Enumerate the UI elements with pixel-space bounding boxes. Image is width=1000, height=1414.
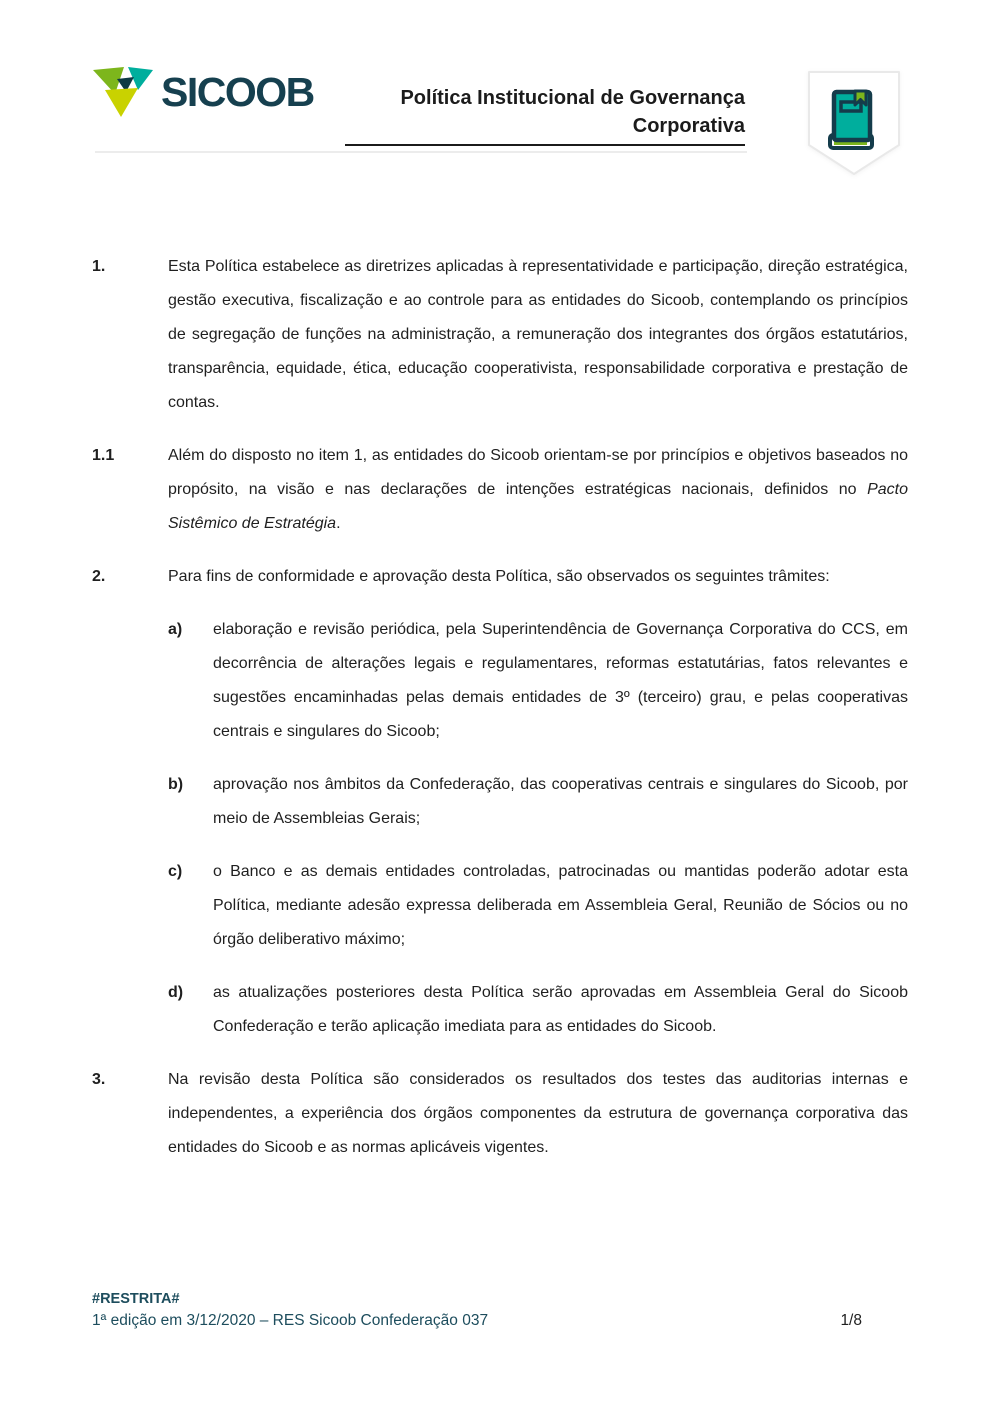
header-badge — [806, 70, 902, 178]
paragraph-number: 1.1 — [92, 447, 115, 464]
paragraph-text: Na revisão desta Política são considerados os resultados dos testes das auditorias internas e independentes, a experiência dos órgãos componentes da estrutura de governança corporativa das entidades do Sicoob e as normas aplicáveis vigentes. — [168, 1071, 908, 1156]
footer-row — [92, 1309, 908, 1332]
paragraph-number: 2. — [92, 568, 106, 585]
page-number: 1/8 — [840, 1312, 862, 1329]
item-letter: c) — [168, 863, 183, 880]
list-item-d — [168, 976, 908, 1044]
sicoob-triangles-icon — [92, 66, 154, 118]
item-letter: d) — [168, 984, 184, 1001]
header-divider — [95, 151, 747, 153]
paragraph-number: 3. — [92, 1071, 106, 1088]
italic-term: Pacto Sistêmico de Estratégia — [168, 481, 908, 532]
paragraph-3 — [92, 1063, 908, 1165]
sicoob-logo — [92, 66, 314, 118]
list-item-b — [168, 768, 908, 836]
sicoob-wordmark: SICOOB — [161, 69, 314, 115]
paragraph-text-segment: Além do disposto no item 1, as entidades do Sicoob orientam-se por princípios e objetivos baseados no propósito, na visão e nas declarações de intenções estratégicas nacionais, definidos no — [168, 447, 908, 498]
title-line-2: Corporativa — [632, 115, 745, 137]
item-text: as atualizações posteriores desta Política serão aprovadas em Assembleia Geral do Sicoob Confederação e terão aplicação imediata para as entidades do Sicoob. — [213, 984, 908, 1035]
paragraph-text — [168, 439, 908, 541]
item-text: o Banco e as demais entidades controladas, patrocinadas ou mantidas poderão adotar esta Política, mediante adesão expressa deliberada em Assembleia Geral, Reunião de Sócios ou no órgão deliberativo máximo; — [213, 863, 908, 948]
item-text: aprovação nos âmbitos da Confederação, das cooperativas centrais e singulares do Sicoob, por meio de Assembleias Gerais; — [213, 776, 908, 827]
title-line-1: Política Institucional de Governança — [400, 87, 745, 109]
classification-label: #RESTRITA# — [92, 1291, 180, 1307]
paragraph-1-1 — [92, 439, 908, 541]
paragraph-1 — [92, 250, 908, 420]
paragraph-text: Para fins de conformidade e aprovação desta Política, são observados os seguintes trâmites: — [168, 568, 830, 585]
edition-info: 1ª edição em 3/12/2020 – RES Sicoob Confederação 037 — [92, 1312, 489, 1329]
document-title — [345, 84, 745, 146]
item-text: elaboração e revisão periódica, pela Superintendência de Governança Corporativa do CCS, em decorrência de alterações legais e regulamentares, reformas estatutárias, fatos relevantes e sugestões encaminhadas pelas demais entidades de 3º (terceiro) grau, e pelas cooperativas centrais e singulares do Sicoob; — [213, 621, 908, 740]
paragraph-number: 1. — [92, 258, 106, 275]
paragraph-2 — [92, 560, 908, 594]
item-letter: b) — [168, 776, 184, 793]
list-item-a — [168, 613, 908, 749]
list-item-c — [168, 855, 908, 957]
page-footer — [92, 1289, 908, 1332]
book-icon — [830, 91, 872, 148]
item-letter: a) — [168, 621, 183, 638]
paragraph-text-segment: . — [336, 515, 341, 532]
document-body — [92, 250, 908, 1184]
paragraph-text: Esta Política estabelece as diretrizes aplicadas à representatividade e participação, direção estratégica, gestão executiva, fiscalização e ao controle para as entidades do Sicoob, contemplando os princípios de segregação de funções na administração, a remuneração dos integrantes dos órgãos estatutários, transparência, equidade, ética, educação cooperativista, responsabilidade corporativa e prestação de contas. — [168, 258, 908, 411]
